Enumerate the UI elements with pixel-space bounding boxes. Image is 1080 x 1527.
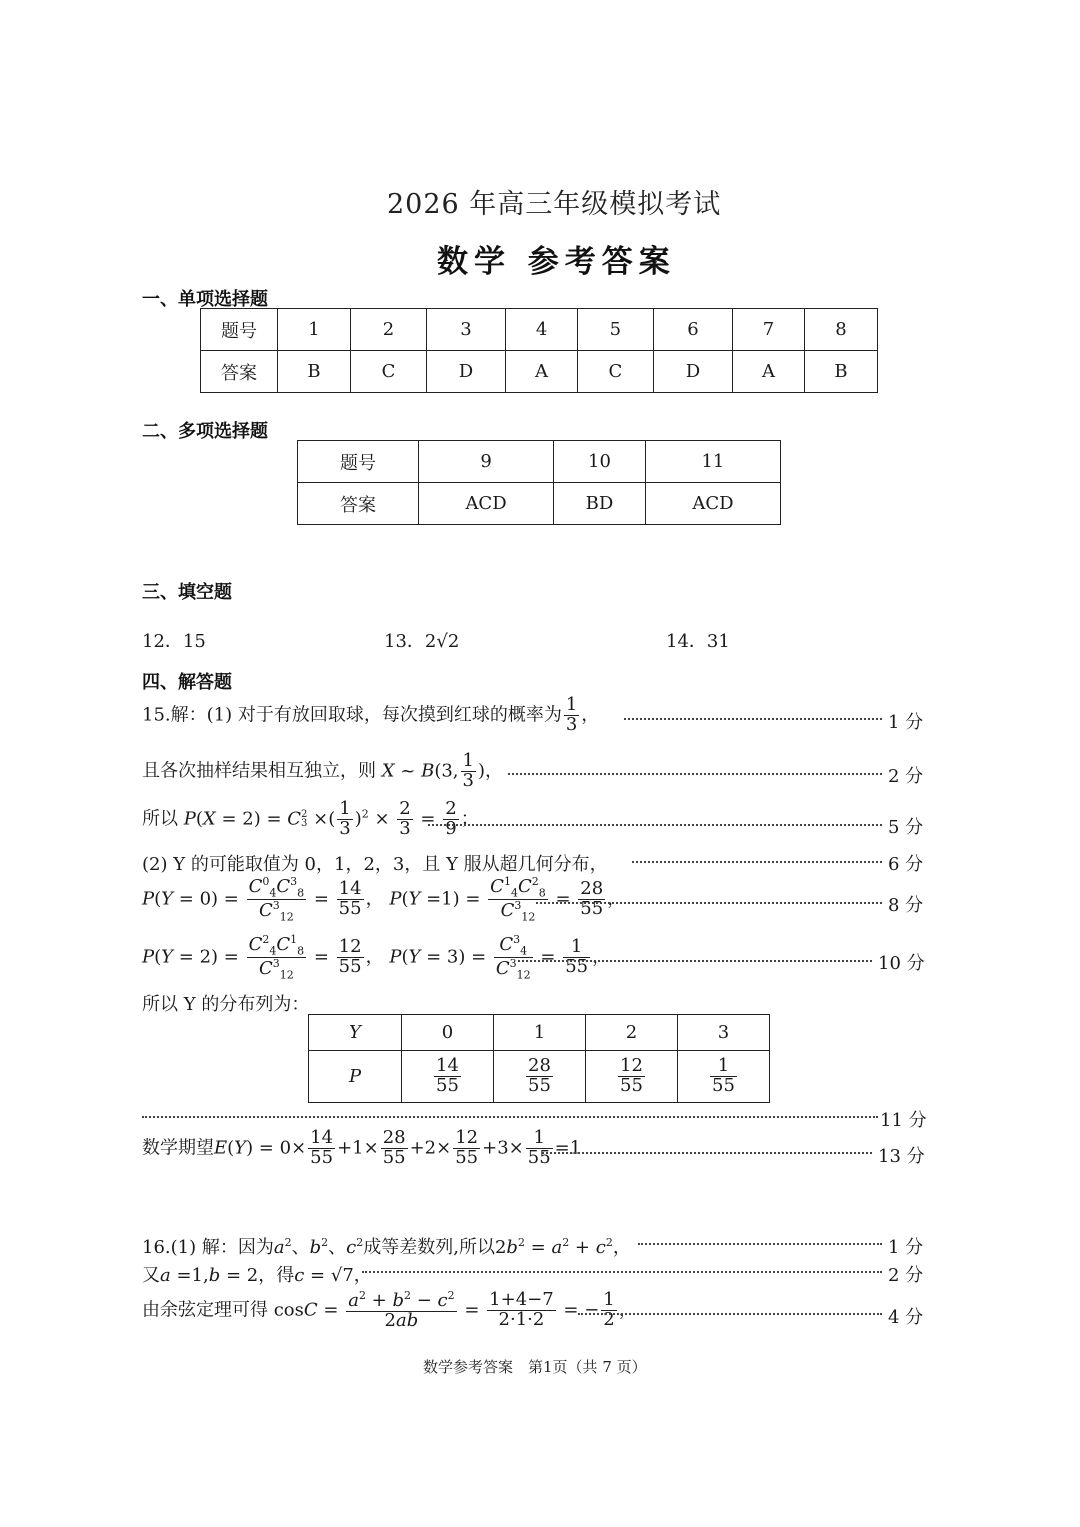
answer-value: 2√2 <box>424 631 460 652</box>
dot-leader <box>578 1313 882 1315</box>
step-text: 数学期望 <box>142 1137 214 1159</box>
question-label: 12． <box>142 631 183 652</box>
probability-cell: $\frac{1}{55}$ <box>678 1051 770 1103</box>
dot-leader <box>624 718 882 720</box>
answer-cell: ACD <box>645 483 780 525</box>
section-heading-solutions: 四、解答题 <box>142 672 232 693</box>
section-heading-single-choice: 一、单项选择题 <box>142 289 268 310</box>
header-cell: Y <box>309 1015 402 1051</box>
multiple-choice-answer-table <box>297 440 781 525</box>
q15-step2: 且各次抽样结果相互独立，则 X ~ B(3, $\frac{1}{3}$ )， <box>142 750 504 791</box>
dot-leader <box>638 1243 882 1245</box>
score-label: 1 分 <box>888 712 924 733</box>
q15-part2-intro: (2) Y 的可能取值为 0，1，2，3，且 Y 服从超几何分布， <box>142 854 608 875</box>
header-cell: 3 <box>678 1015 770 1051</box>
question-number: 7 <box>733 309 805 351</box>
dot-leader <box>632 861 882 863</box>
row-label-number: 题号 <box>298 441 419 483</box>
distribution-table <box>308 1014 770 1103</box>
answer-cell: A <box>733 351 805 393</box>
score-label: 5 分 <box>888 817 924 838</box>
step-text: 又 <box>142 1265 160 1286</box>
dot-leader <box>362 1271 882 1273</box>
probability-cell: $\frac{28}{55}$ <box>494 1051 586 1103</box>
step-text: 由余弦定理可得 <box>142 1299 268 1321</box>
question-number: 4 <box>506 309 578 351</box>
step-text: 所以 <box>142 808 178 830</box>
answer-cell: C <box>351 351 427 393</box>
header-cell: 2 <box>586 1015 678 1051</box>
section-heading-multiple-choice: 二、多项选择题 <box>142 421 268 442</box>
dot-leader <box>142 1116 878 1118</box>
header-cell: 0 <box>402 1015 494 1051</box>
question-label: 14． <box>666 631 707 652</box>
answer-cell: BD <box>554 483 646 525</box>
answer-cell: A <box>506 351 578 393</box>
answer-cell: D <box>653 351 732 393</box>
row-label-answer: 答案 <box>201 351 278 393</box>
row-label-number: 题号 <box>201 309 278 351</box>
probability-cell: $\frac{14}{55}$ <box>402 1051 494 1103</box>
question-number: 8 <box>804 309 877 351</box>
question-number: 5 <box>577 309 653 351</box>
score-label: 2 分 <box>888 766 924 787</box>
q15-expectation: 数学期望E(Y) = 0× $\frac{14}{55}$ +1× $\frac{28}{55}$ +2× $\frac{12}{55}$ +3× $\frac{1}{55}$ =1 <box>142 1127 582 1168</box>
question-number: 11 <box>645 441 780 483</box>
row-label-answer: 答案 <box>298 483 419 525</box>
fraction: $\frac{1}{3}$ <box>565 694 578 735</box>
answer-cell: D <box>426 351 505 393</box>
q15-probabilities-a: P(Y = 0) = $\frac{C^0_4C^3_8}{C^3_{12}}$ = $\frac{14}{55}$ ， P(Y =1) = $\frac{C^1_4C^2_8}{C^3_{12}}$ = $\frac{28}{55}$ ， <box>142 875 626 924</box>
question-number: 10 <box>554 441 646 483</box>
question-number: 9 <box>419 441 554 483</box>
step-text: 15.解：(1) 对于有放回取球，每次摸到红球的概率为 <box>142 704 562 726</box>
question-number: 3 <box>426 309 505 351</box>
score-label: 6 分 <box>888 854 924 875</box>
score-label: 8 分 <box>888 895 924 916</box>
probability-cell: $\frac{12}{55}$ <box>586 1051 678 1103</box>
q15-step3: 所以 P(X = 2) = C 2 3 ×( $\frac{1}{3}$ )$^2$ × $\frac{2}{3}$ = $\frac{2}{9}$ ； <box>142 798 479 839</box>
answer-cell: B <box>278 351 351 393</box>
answer-value: 31 <box>706 631 730 652</box>
score-label: 10 分 <box>878 953 925 974</box>
q16-step3: 由余弦定理可得 cosC = $\frac{a^2 + b^2 - c^2}{2ab}$ = $\frac{1+4-7}{2\cdot 1\cdot 2}$ = − $\frac{1}{2}$ ， <box>142 1289 637 1331</box>
step-text: ，得 <box>258 1265 295 1286</box>
q15-probabilities-b: P(Y = 2) = $\frac{C^2_4C^1_8}{C^3_{12}}$ = $\frac{12}{55}$ ， P(Y = 3) = $\frac{C^3_4}{C^3_{12}}$ = $\frac{1}{55}$ ， <box>142 933 611 982</box>
q16-step1: 16.(1) 解：因为$a^2$、$b^2$、$c^2$成等差数列,所以$2b^2 = a^2 + c^2$， <box>142 1236 631 1258</box>
question-number: 2 <box>351 309 427 351</box>
answer-q12 <box>142 627 206 653</box>
step-text: 成等差数列,所以 <box>363 1237 495 1258</box>
answer-cell: B <box>804 351 877 393</box>
page-title: 2026 年高三年级模拟考试 <box>387 189 722 220</box>
q15-step1: 15.解：(1) 对于有放回取球，每次摸到红球的概率为 $\frac{1}{3}$ ， <box>142 694 600 735</box>
answer-q14 <box>666 627 730 653</box>
header-cell: 1 <box>494 1015 586 1051</box>
question-number: 6 <box>653 309 732 351</box>
dot-leader <box>518 960 872 962</box>
score-label: 2 分 <box>888 1265 924 1286</box>
q16-step2: 又a =1,b = 2，得c = √7， <box>142 1265 372 1286</box>
single-choice-answer-table <box>200 308 878 393</box>
score-label: 1 分 <box>888 1237 924 1258</box>
section-heading-fill-blank: 三、填空题 <box>142 582 232 603</box>
score-label: 13 分 <box>878 1146 925 1167</box>
step-text: 且各次抽样结果相互独立，则 <box>142 760 376 782</box>
q15-distribution-caption: 所以 Y 的分布列为： <box>142 994 310 1015</box>
page-footer: 数学参考答案 第1页（共 7 页） <box>423 1358 647 1376</box>
row-label: P <box>309 1051 402 1103</box>
score-label: 11 分 <box>880 1110 927 1131</box>
answer-cell: C <box>577 351 653 393</box>
step-text: 16.(1) 解：因为 <box>142 1237 274 1258</box>
page-subtitle: 数学 参考答案 <box>437 244 676 280</box>
dot-leader <box>508 773 882 775</box>
answer-cell: ACD <box>419 483 554 525</box>
dot-leader <box>536 902 882 904</box>
dot-leader <box>542 1152 872 1154</box>
dot-leader <box>428 824 882 826</box>
question-label: 13． <box>384 631 425 652</box>
score-label: 4 分 <box>888 1307 924 1328</box>
answer-q13 <box>384 627 459 653</box>
question-number: 1 <box>278 309 351 351</box>
answer-value: 15 <box>182 631 206 652</box>
